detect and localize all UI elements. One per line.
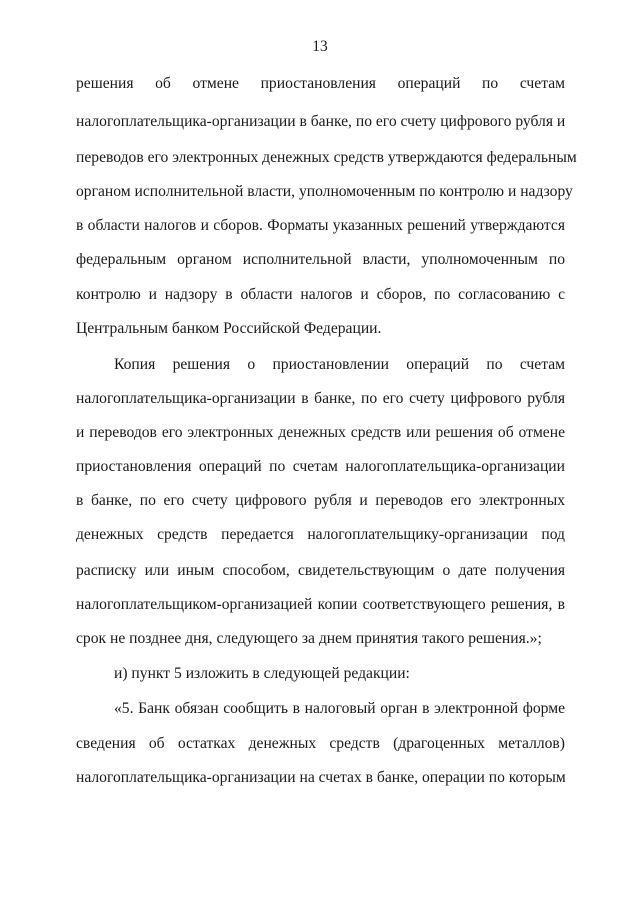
text-line: Центральным банком Российской Федерации. <box>76 320 382 337</box>
text-line: федеральным органом исполнительной власти, уполномоченным по <box>76 251 565 268</box>
text-line: налогоплательщика-организации на счетах в банке, операции по которым <box>76 769 566 786</box>
page-number: 13 <box>312 38 328 55</box>
text-line: контролю и надзору в области налогов и сборов, по согласованию с <box>76 286 565 303</box>
text-line: приостановления операций по счетам налогоплательщика-организации <box>76 458 565 475</box>
text-line: налогоплательщика-организации в банке, по его счету цифрового рубля и <box>76 113 566 130</box>
text-line: срок не позднее дня, следующего за днем принятия такого решения.»; <box>76 630 542 647</box>
text-line: решения об отмене приостановления операций по счетам <box>76 75 565 92</box>
text-line: органом исполнительной власти, уполномоченным по контролю и надзору <box>76 183 573 200</box>
text-line: налогоплательщиком-организацией копии соответствующего решения, в <box>76 596 565 613</box>
paragraph-first-line: и) пункт 5 изложить в следующей редакции: <box>114 665 410 682</box>
paragraph-first-line: Копия решения о приостановлении операций по счетам <box>114 356 565 373</box>
text-line: и переводов его электронных денежных средств или решения об отмене <box>76 424 565 441</box>
paragraph-first-line: «5. Банк обязан сообщить в налоговый орган в электронной форме <box>114 700 565 717</box>
text-line: в области налогов и сборов. Форматы указанных решений утверждаются <box>76 217 565 234</box>
text-line: налогоплательщика-организации в банке, по его счету цифрового рубля <box>76 390 565 407</box>
text-line: расписку или иным способом, свидетельствующим о дате получения <box>76 562 565 579</box>
text-line: сведения об остатках денежных средств (драгоценных металлов) <box>76 735 565 752</box>
text-line: в банке, по его счету цифрового рубля и переводов его электронных <box>76 492 565 509</box>
text-line: переводов его электронных денежных средств утверждаются федеральным <box>76 149 577 166</box>
text-line: денежных средств передается налогоплательщику-организации под <box>76 526 565 543</box>
